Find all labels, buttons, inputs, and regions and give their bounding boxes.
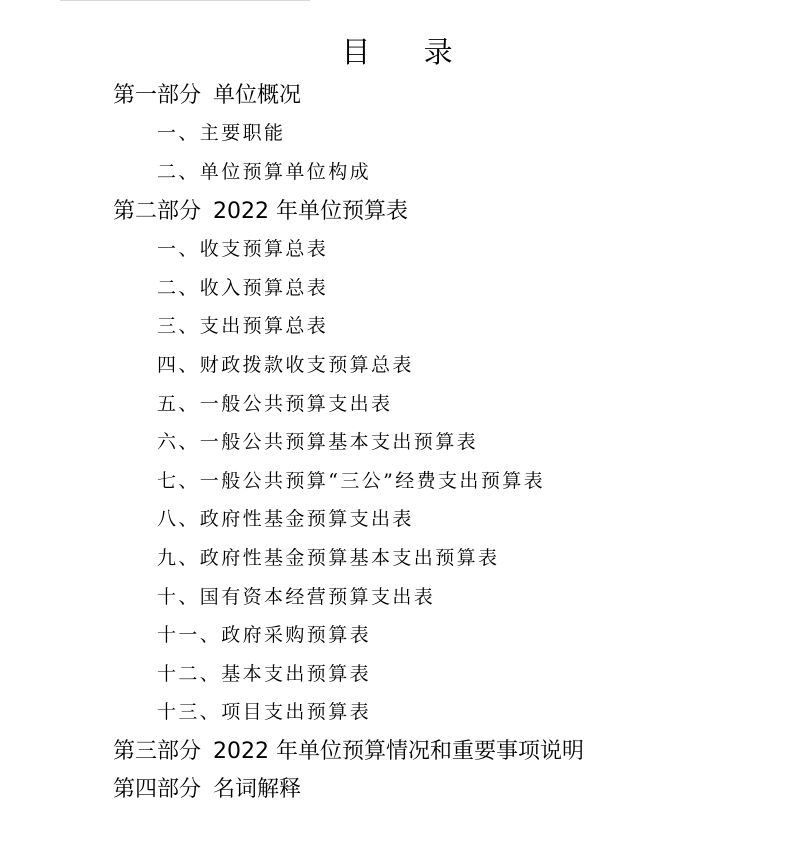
part-name: 单位概况 xyxy=(213,82,302,108)
toc-item[interactable]: 四、财政拨款收支预算总表 xyxy=(157,353,414,376)
toc-part-2[interactable] xyxy=(0,190,794,229)
toc-part-3[interactable] xyxy=(0,730,794,769)
part-name: 名词解释 xyxy=(213,777,302,803)
toc-part-1[interactable] xyxy=(0,74,794,113)
toc-item[interactable]: 十二、基本支出预算表 xyxy=(157,662,372,685)
toc-item[interactable]: 十一、政府采购预算表 xyxy=(157,624,372,647)
toc-item[interactable]: 十、国有资本经营预算支出表 xyxy=(157,585,436,608)
part-label: 第二部分 xyxy=(113,198,202,224)
toc-item[interactable]: 二、单位预算单位构成 xyxy=(157,160,372,183)
table-of-contents xyxy=(0,74,794,807)
part-name: 2022 年单位预算情况和重要事项说明 xyxy=(213,738,584,764)
toc-item[interactable]: 一、收支预算总表 xyxy=(157,238,329,261)
toc-part-4[interactable] xyxy=(0,769,794,808)
toc-item[interactable]: 六、一般公共预算基本支出预算表 xyxy=(157,431,479,454)
toc-item[interactable]: 十三、项目支出预算表 xyxy=(157,701,372,724)
toc-item[interactable]: 二、收入预算总表 xyxy=(157,276,329,299)
toc-item[interactable]: 八、政府性基金预算支出表 xyxy=(157,508,414,531)
toc-item[interactable]: 七、一般公共预算“三公”经费支出预算表 xyxy=(157,469,546,492)
toc-item[interactable]: 九、政府性基金预算基本支出预算表 xyxy=(157,546,500,569)
part-name: 2022 年单位预算表 xyxy=(213,198,408,224)
toc-item[interactable]: 三、支出预算总表 xyxy=(157,315,329,338)
part-label: 第四部分 xyxy=(113,777,202,803)
part-label: 第三部分 xyxy=(113,738,202,764)
page-title: 目 录 xyxy=(341,35,475,69)
toc-item[interactable]: 五、一般公共预算支出表 xyxy=(157,392,393,415)
part-label: 第一部分 xyxy=(113,82,202,108)
toc-item[interactable]: 一、主要职能 xyxy=(157,122,286,145)
